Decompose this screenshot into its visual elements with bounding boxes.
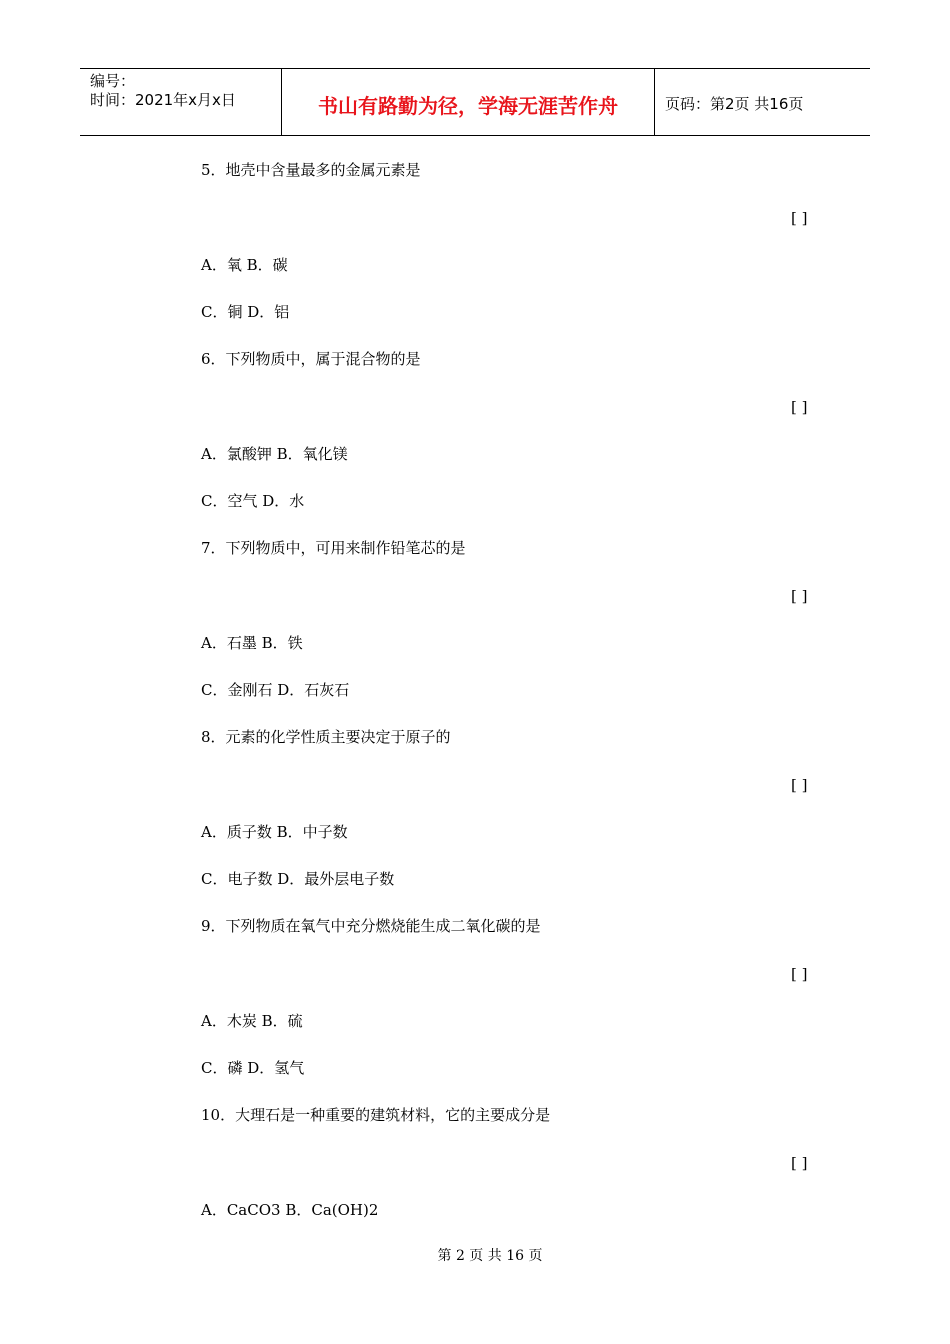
question-option: C．电子数 D．最外层电子数 [201, 870, 395, 888]
answer-bracket: [ ] [791, 965, 808, 983]
answer-bracket: [ ] [791, 209, 808, 227]
question-option: A．石墨 B．铁 [201, 634, 303, 652]
question-option: A．质子数 B．中子数 [201, 823, 348, 841]
header-time-label: 时间：2021年x月x日 [90, 91, 236, 109]
answer-bracket: [ ] [791, 776, 808, 794]
question-stem: 10．大理石是一种重要的建筑材料，它的主要成分是 [201, 1106, 551, 1124]
answer-bracket: [ ] [791, 398, 808, 416]
page-header [80, 68, 870, 136]
question-stem: 7．下列物质中，可用来制作铅笔芯的是 [201, 539, 466, 557]
question-option: A．氯酸钾 B．氧化镁 [201, 445, 348, 463]
answer-bracket: [ ] [791, 587, 808, 605]
question-stem: 9．下列物质在氧气中充分燃烧能生成二氧化碳的是 [201, 917, 541, 935]
header-number-label: 编号： [90, 72, 136, 90]
question-option: A．木炭 B．硫 [201, 1012, 303, 1030]
page-footer: 第 2 页 共 16 页 [437, 1248, 543, 1264]
header-page-info: 页码：第2页 共16页 [665, 94, 804, 113]
question-option: A．CaCO3 B．Ca(OH)2 [201, 1201, 379, 1219]
header-meta [80, 69, 282, 135]
header-motto: 书山有路勤为径，学海无涯苦作舟 [282, 69, 655, 135]
question-stem: 8．元素的化学性质主要决定于原子的 [201, 728, 451, 746]
question-option: C．空气 D．水 [201, 492, 305, 510]
question-option: C．磷 D．氢气 [201, 1059, 305, 1077]
question-option: C．金刚石 D．石灰石 [201, 681, 350, 699]
question-stem: 6．下列物质中，属于混合物的是 [201, 350, 421, 368]
answer-bracket: [ ] [791, 1154, 808, 1172]
question-stem: 5．地壳中含量最多的金属元素是 [201, 161, 421, 179]
question-option: A．氧 B．碳 [201, 256, 288, 274]
question-option: C．铜 D．铝 [201, 303, 290, 321]
